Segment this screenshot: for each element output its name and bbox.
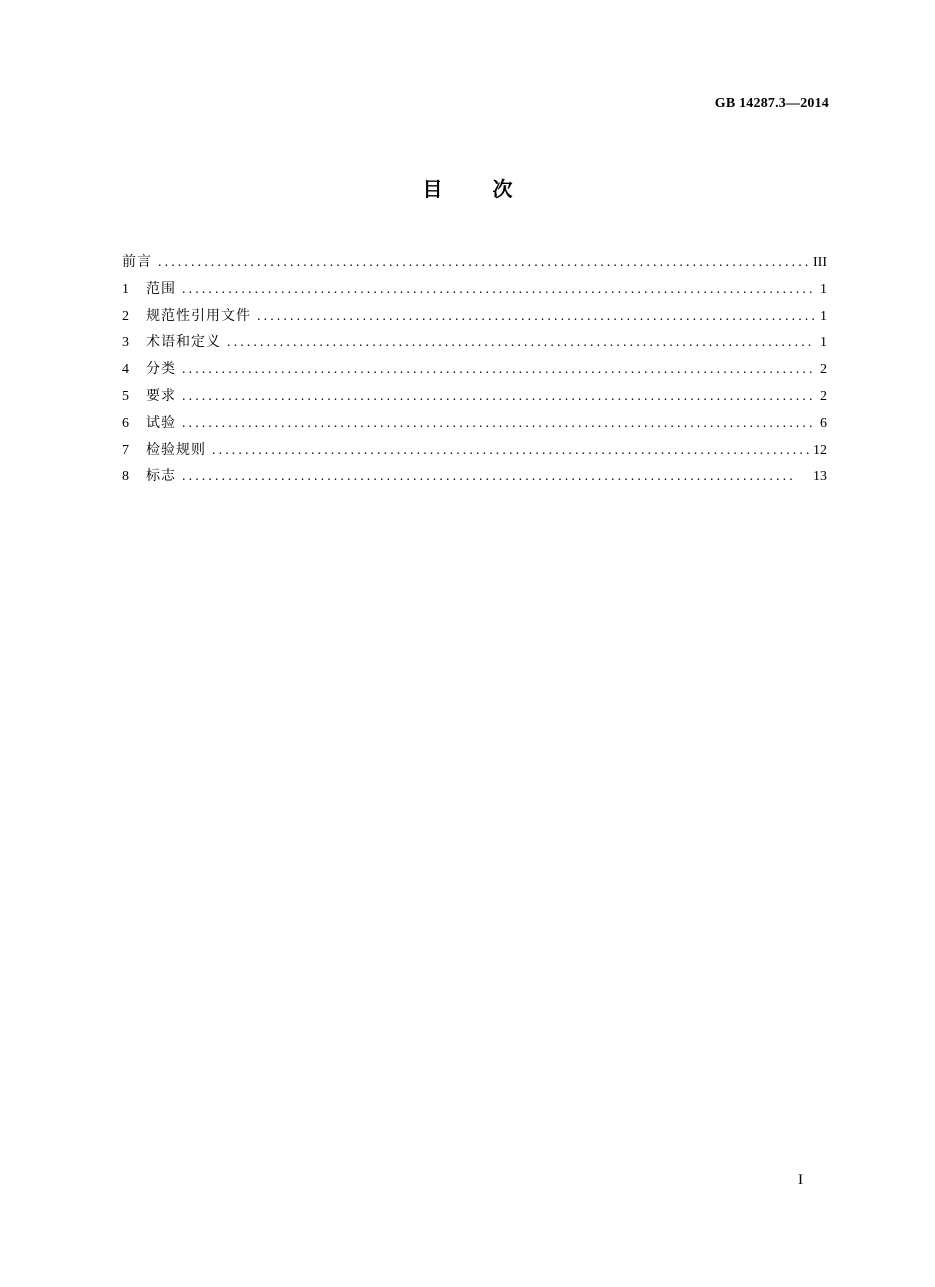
page-title-char-1: 目 (422, 177, 443, 201)
toc-entry-number: 8 (122, 469, 129, 485)
toc-entry-label: 术语和定义 (146, 334, 221, 351)
toc-entry-page: 2 (820, 388, 827, 404)
toc-entry-6[interactable] (122, 410, 827, 437)
toc-entry-number: 2 (122, 308, 129, 324)
toc-entry-page: 1 (820, 308, 827, 324)
toc-entry-label: 检验规则 (146, 441, 206, 458)
toc-entry-page: III (813, 255, 827, 270)
toc-entry-page: 1 (820, 335, 827, 351)
toc-entry-label: 范围 (146, 280, 176, 297)
toc-dot-leader (182, 384, 815, 411)
toc-entry-number: 6 (122, 415, 129, 431)
page-title (0, 175, 935, 203)
toc-entry-number: 5 (122, 388, 129, 404)
toc-dot-leader (182, 411, 815, 438)
toc-entry-label: 分类 (146, 361, 176, 378)
toc-dot-leader (257, 304, 815, 331)
toc-entry-page: 13 (813, 469, 827, 485)
toc-dot-leader (158, 250, 809, 277)
page-number: I (798, 1172, 803, 1188)
toc-entry-label: 标志 (146, 468, 176, 485)
toc-entry-page: 2 (820, 362, 827, 378)
toc-entry-label: 试验 (146, 414, 176, 431)
toc-entry-1[interactable] (122, 276, 827, 303)
toc-dot-leader (182, 357, 815, 384)
table-of-contents (122, 249, 827, 490)
toc-entry-number: 7 (122, 442, 129, 458)
toc-entry-foreword[interactable] (122, 249, 827, 276)
toc-entry-label: 规范性引用文件 (146, 307, 251, 324)
toc-entry-5[interactable] (122, 383, 827, 410)
toc-entry-number: 1 (122, 281, 129, 297)
toc-entry-label: 要求 (146, 387, 176, 404)
toc-dot-leader (227, 330, 815, 357)
toc-dot-leader (182, 277, 815, 304)
toc-entry-page: 1 (820, 281, 827, 297)
page-title-char-2: 次 (492, 177, 513, 201)
toc-entry-7[interactable] (122, 437, 827, 464)
toc-entry-page: 12 (813, 442, 827, 458)
toc-entry-number: 4 (122, 362, 129, 378)
toc-entry-3[interactable] (122, 329, 827, 356)
toc-entry-8[interactable] (122, 463, 827, 490)
toc-dot-leader (182, 464, 795, 491)
standard-code: GB 14287.3—2014 (714, 96, 829, 111)
toc-entry-2[interactable] (122, 303, 827, 330)
toc-entry-label: 前言 (122, 254, 152, 270)
toc-entry-page: 6 (820, 415, 827, 431)
toc-entry-4[interactable] (122, 356, 827, 383)
toc-dot-leader (212, 438, 809, 465)
toc-entry-number: 3 (122, 335, 129, 351)
